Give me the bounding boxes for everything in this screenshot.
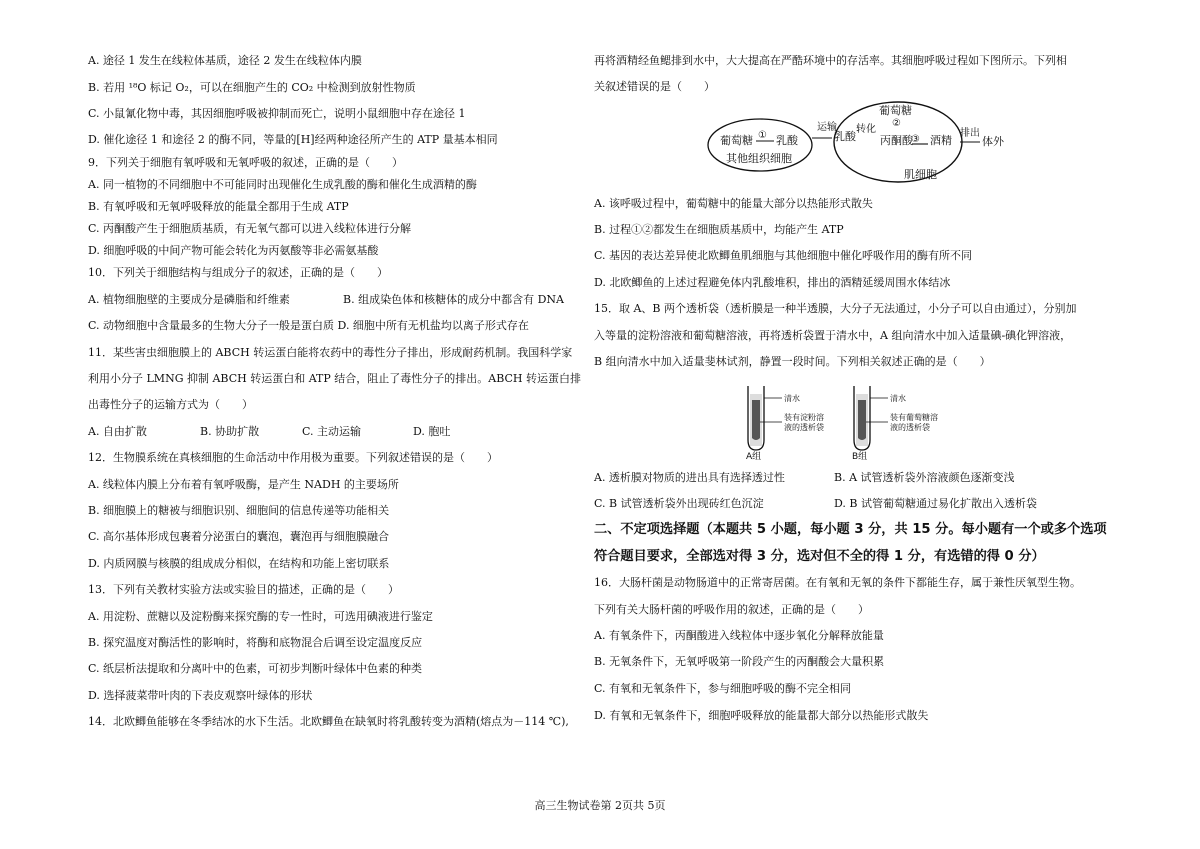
group-a-label: A组 xyxy=(746,452,762,460)
q16-stem-line2: 下列有关大肠杆菌的呼吸作用的叙述，正确的是（ ） xyxy=(594,603,869,616)
q13-option-d: D. 选择菠菜带叶肉的下表皮观察叶绿体的形状 xyxy=(88,689,313,702)
q10-option-cd: C. 动物细胞中含量最多的生物大分子一般是蛋白质 D. 细胞中所有无机盐均以离子形式存在 xyxy=(88,319,529,332)
q11-stem-line2: 利用小分子 LMNG 抑制 ABCH 转运蛋白和 ATP 结合，阻止了毒性分子的排出。ABCH 转运蛋白排 xyxy=(88,372,582,385)
q14-stem-cont-line1: 再将酒精经鱼鳃排到水中，大大提高在严酷环境中的存活率。其细胞呼吸过程如下图所示。下列相 xyxy=(594,54,1067,67)
q15-option-a: A. 透析膜对物质的进出具有选择透过性 xyxy=(594,471,785,484)
q10-stem: 10．下列关于细胞结构与组成分子的叙述，正确的是（ ） xyxy=(88,266,388,279)
q12-stem: 12．生物膜系统在真核细胞的生命活动中作用极为重要。下列叙述错误的是（ ） xyxy=(88,451,498,464)
q12-option-c: C. 高尔基体形成包裹着分泌蛋白的囊泡，囊泡再与细胞膜融合 xyxy=(88,530,390,543)
q9-option-b: B. 有氧呼吸和无氧呼吸释放的能量全都用于生成 ATP xyxy=(88,200,349,213)
lactic2-label: 乳酸 xyxy=(834,130,856,143)
outside-label: 体外 xyxy=(982,135,1004,148)
q11-stem-line3: 出毒性分子的运输方式为（ ） xyxy=(88,398,253,411)
tube-b-bag-label-line1: 装有葡萄糖溶 xyxy=(890,413,938,422)
q13-option-a: A. 用淀粉、蔗糖以及淀粉酶来探究酶的专一性时，可选用碘液进行鉴定 xyxy=(88,610,433,623)
muscle-cell-label: 肌细胞 xyxy=(904,168,937,181)
q11-stem-line1: 11．某些害虫细胞膜上的 ABCH 转运蛋白能将农药中的毒性分子排出，形成耐药机制。我国科学家 xyxy=(88,346,573,359)
q15-option-d: D. B 试管葡萄糖通过易化扩散出入透析袋 xyxy=(834,497,1037,510)
muscle-glucose-label: 葡萄糖 xyxy=(879,104,912,117)
lactic1-label: 乳酸 xyxy=(776,134,798,147)
q14-stem-cont-line2: 关叙述错误的是（ ） xyxy=(594,80,715,93)
respiration-diagram xyxy=(704,98,1004,188)
q11-option-a: A. 自由扩散 xyxy=(88,425,147,438)
tube-a-water-label: 清水 xyxy=(784,394,800,403)
other-cell-label: 其他组织细胞 xyxy=(726,152,792,165)
q8-option-d: D. 催化途径 1 和途径 2 的酶不同，等量的[H]经两种途径所产生的 ATP 量基本相同 xyxy=(88,133,498,146)
q16-stem-line1: 16．大肠杆菌是动物肠道中的正常寄居菌。在有氧和无氧的条件下都能生存，属于兼性厌氧型生物。 xyxy=(594,576,1081,589)
q15-stem-line2: 入等量的淀粉溶液和葡萄糖溶液，再将透析袋置于清水中，A 组向清水中加入适量碘-碘化钾溶液， xyxy=(594,329,1072,342)
q15-stem-line1: 15．取 A、B 两个透析袋（透析膜是一种半透膜，大分子无法通过，小分子可以自由通过），分别加 xyxy=(594,302,1077,315)
q15-option-b: B. A 试管透析袋外溶液颜色逐渐变浅 xyxy=(834,471,1015,484)
pyruvate-label: 丙酮酸 xyxy=(880,134,913,147)
tube-b-bag-label-line2: 液的透析袋 xyxy=(890,423,930,432)
q9-option-c: C. 丙酮酸产生于细胞质基质，有无氧气都可以进入线粒体进行分解 xyxy=(88,222,412,235)
step3-label: ③ xyxy=(911,134,920,145)
q11-option-d: D. 胞吐 xyxy=(413,425,451,438)
tube-a-bag xyxy=(752,400,760,440)
section2-heading-line2: 符合题目要求，全部选对得 3 分，选对但不全的得 1 分，有选错的得 0 分） xyxy=(594,549,1045,564)
q9-option-d: D. 细胞呼吸的中间产物可能会转化为丙氨酸等非必需氨基酸 xyxy=(88,244,379,257)
tube-b-bag xyxy=(858,400,866,440)
q10-option-b: B. 组成染色体和核糖体的成分中都含有 DNA xyxy=(343,293,564,306)
q10-option-a: A. 植物细胞壁的主要成分是磷脂和纤维素 xyxy=(88,293,290,306)
q8-option-c: C. 小鼠氰化物中毒，其因细胞呼吸被抑制而死亡，说明小鼠细胞中存在途径 1 xyxy=(88,107,466,120)
dialysis-figure xyxy=(742,380,1002,460)
q15-stem-line3: B 组向清水中加入适量斐林试剂，静置一段时间。下列相关叙述正确的是（ ） xyxy=(594,355,991,368)
tube-a-bag-label-line1: 装有淀粉溶 xyxy=(784,413,824,422)
q12-option-d: D. 内质网膜与核膜的组成成分相似，在结构和功能上密切联系 xyxy=(88,557,390,570)
q14-option-d: D. 北欧鲫鱼的上述过程避免体内乳酸堆积，排出的酒精延缓周围水体结冰 xyxy=(594,276,951,289)
q13-option-c: C. 纸层析法提取和分离叶中的色素，可初步判断叶绿体中色素的种类 xyxy=(88,662,423,675)
q11-option-b: B. 协助扩散 xyxy=(200,425,260,438)
q16-option-c: C. 有氧和无氧条件下，参与细胞呼吸的酶不完全相同 xyxy=(594,682,852,695)
q15-option-c: C. B 试管透析袋外出现砖红色沉淀 xyxy=(594,497,764,510)
other-glucose-label: 葡萄糖 xyxy=(720,134,753,147)
q12-option-b: B. 细胞膜上的糖被与细胞识别、细胞间的信息传递等功能相关 xyxy=(88,504,390,517)
q14-option-a: A. 该呼吸过程中，葡萄糖中的能量大部分以热能形式散失 xyxy=(594,197,873,210)
q14-stem: 14．北欧鲫鱼能够在冬季结冰的水下生活。北欧鲫鱼在缺氧时将乳酸转变为酒精(熔点为－114 ℃), xyxy=(88,715,569,728)
step1-label: ① xyxy=(758,130,767,141)
transport-label: 运输 xyxy=(817,122,837,133)
step2-label: ② xyxy=(892,118,901,129)
q14-option-c: C. 基因的表达差异使北欧鲫鱼肌细胞与其他细胞中催化呼吸作用的酶有所不同 xyxy=(594,249,973,262)
q13-stem: 13．下列有关教材实验方法或实验目的描述，正确的是（ ） xyxy=(88,583,399,596)
page-footer: 高三生物试卷第 2页共 5页 xyxy=(534,799,666,812)
q9-stem: 9．下列关于细胞有氧呼吸和无氧呼吸的叙述，正确的是（ ） xyxy=(88,156,403,169)
tube-b-water-label: 清水 xyxy=(890,394,906,403)
excrete-label: 排出 xyxy=(960,128,980,139)
q11-option-c: C. 主动运输 xyxy=(302,425,362,438)
q12-option-a: A. 线粒体内膜上分布着有氧呼吸酶，是产生 NADH 的主要场所 xyxy=(88,478,399,491)
q16-option-b: B. 无氧条件下，无氧呼吸第一阶段产生的丙酮酸会大量积累 xyxy=(594,655,885,668)
alcohol-label: 酒精 xyxy=(930,134,952,147)
q9-option-a: A. 同一植物的不同细胞中不可能同时出现催化生成乳酸的酶和催化生成酒精的酶 xyxy=(88,178,477,191)
q14-option-b: B. 过程①②都发生在细胞质基质中，均能产生 ATP xyxy=(594,223,844,236)
tube-a-bag-label-line2: 液的透析袋 xyxy=(784,423,824,432)
group-b-label: B组 xyxy=(852,452,868,460)
q8-option-b: B. 若用 ¹⁸O 标记 O₂，可以在细胞产生的 CO₂ 中检测到放射性物质 xyxy=(88,81,416,94)
q16-option-a: A. 有氧条件下，丙酮酸进入线粒体中逐步氧化分解释放能量 xyxy=(594,629,884,642)
convert-label: 转化 xyxy=(856,124,876,135)
q16-option-d: D. 有氧和无氧条件下，细胞呼吸释放的能量都大部分以热能形式散失 xyxy=(594,709,929,722)
q13-option-b: B. 探究温度对酶活性的影响时，将酶和底物混合后调至设定温度反应 xyxy=(88,636,423,649)
q8-option-a: A. 途径 1 发生在线粒体基质，途径 2 发生在线粒体内膜 xyxy=(88,54,362,67)
section2-heading-line1: 二、不定项选择题（本题共 5 小题，每小题 3 分，共 15 分。每小题有一个或多个选项 xyxy=(594,522,1107,537)
